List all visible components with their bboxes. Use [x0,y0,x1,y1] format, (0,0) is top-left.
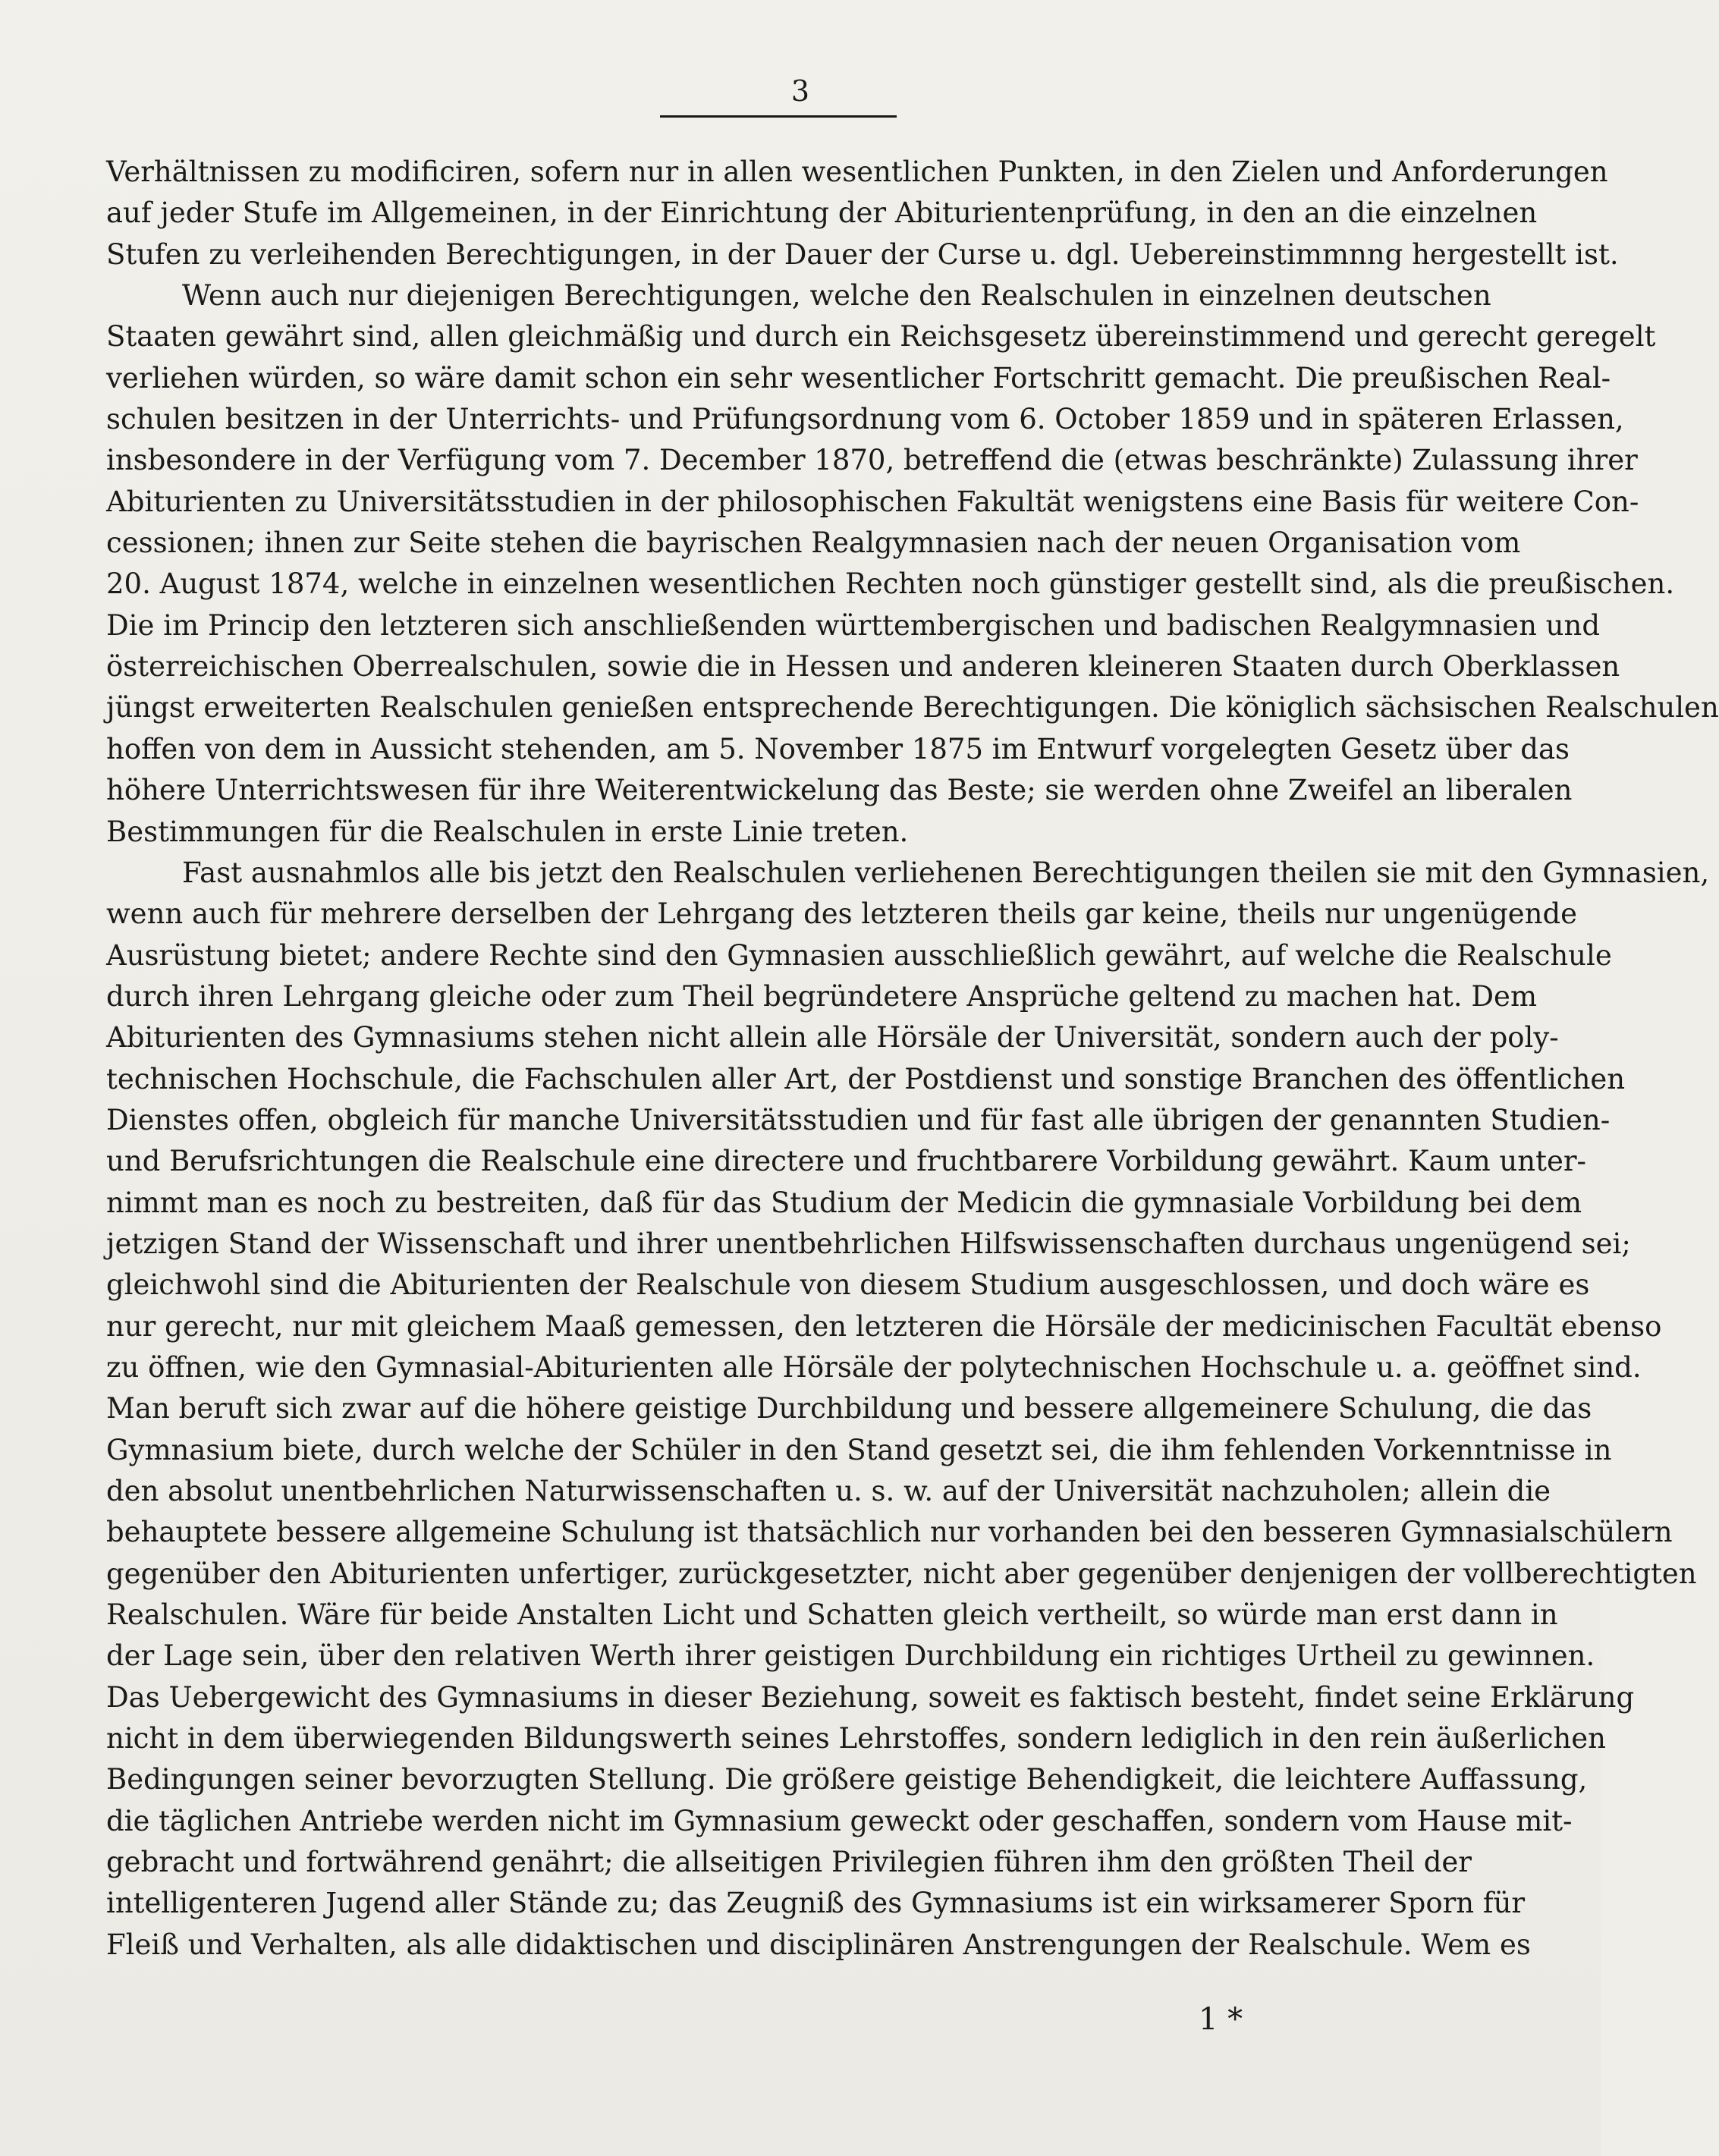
text-line: durch ihren Lehrgang gleiche oder zum Theil begründetere Ansprüche geltend zu machen hat. Dem [106,979,1538,1013]
text-line: nimmt man es noch zu bestreiten, daß für das Studium der Medicin die gymnasiale Vorbildung bei dem [106,1186,1582,1219]
text-line: insbesondere in der Verfügung vom 7. December 1870, betreffend die (etwas beschränkte) Zulassung ihrer [106,444,1638,477]
text-line: nicht in dem überwiegenden Bildungswerth seines Lehrstoffes, sondern lediglich in den rein äußerlichen [106,1722,1606,1755]
text-line: Das Uebergewicht des Gymnasiums in dieser Beziehung, soweit es faktisch besteht, findet seine Erklärung [106,1680,1635,1714]
text-line: Staaten gewährt sind, allen gleichmäßig und durch ein Reichsgesetz übereinstimmend und gerecht geregelt [106,320,1656,354]
text-line: und Berufsrichtungen die Realschule eine directere und fruchtbarere Vorbildung gewährt. Kaum unter- [106,1145,1587,1178]
text-line: Ausrüstung bietet; andere Rechte sind den Gymnasien ausschließlich gewährt, auf welche die Realschule [106,938,1612,972]
text-line: Bedingungen seiner bevorzugten Stellung. Die größere geistige Behendigkeit, die leichtere Auffassung, [106,1763,1588,1796]
text-line: österreichischen Oberrealschulen, sowie die in Hessen und anderen kleineren Staaten durch Oberklassen [106,650,1620,684]
text-line: Fleiß und Verhalten, als alle didaktischen und disciplinären Anstrengungen der Realschule. Wem es [106,1928,1531,1961]
text-line: Gymnasium biete, durch welche der Schüler in den Stand gesetzt sei, die ihm fehlenden Vorkenntnisse in [106,1433,1612,1466]
text-line: technischen Hochschule, die Fachschulen aller Art, der Postdienst und sonstige Branchen des öffentlichen [106,1062,1626,1095]
page-number: 3 [790,74,810,108]
text-line: behauptete bessere allgemeine Schulung ist thatsächlich nur vorhanden bei den besseren Gymnasialschülern [106,1516,1673,1549]
text-line: cessionen; ihnen zur Seite stehen die bayrischen Realgymnasien nach der neuen Organisation vom [106,526,1521,560]
text-line: den absolut unentbehrlichen Naturwissenschaften u. s. w. auf der Universität nachzuholen; allein die [106,1475,1551,1507]
text-line: Man beruft sich zwar auf die höhere geistige Durchbildung und bessere allgemeinere Schulung, die das [106,1392,1592,1425]
body-text [106,152,1719,1966]
text-line: Abiturienten des Gymnasiums stehen nicht allein alle Hörsäle der Universität, sondern auch der poly- [106,1021,1559,1054]
text-line: Verhältnissen zu modificiren, sofern nur in allen wesentlichen Punkten, in den Zielen und Anforderungen [106,156,1608,188]
text-line: 20. August 1874, welche in einzelnen wesentlichen Rechten noch günstiger gestellt sind, als die preußischen. [106,567,1675,601]
text-line: gleichwohl sind die Abiturienten der Realschule von diesem Studium ausgeschlossen, und doch wäre es [106,1268,1590,1302]
paragraph-start-line: Fast ausnahmlos alle bis jetzt den Realschulen verliehenen Berechtigungen theilen sie mit den Gymnasien, [182,856,1710,889]
text-line: hoffen von dem in Aussicht stehenden, am 5. November 1875 im Entwurf vorgelegten Gesetz über das [106,732,1570,765]
text-line: Stufen zu verleihenden Berechtigungen, in der Dauer der Curse u. dgl. Uebereinstimmnng hergestellt ist. [106,237,1619,271]
text-line: zu öffnen, wie den Gymnasial-Abiturienten alle Hörsäle der polytechnischen Hochschule u. a. geöffnet sind. [106,1350,1642,1384]
text-line: Abiturienten zu Universitätsstudien in der philosophischen Fakultät wenigstens eine Basis für weitere Con- [106,485,1639,518]
header-rule [660,115,897,118]
text-line: nur gerecht, nur mit gleichem Maaß gemessen, den letzteren die Hörsäle der medicinischen Facultät ebenso [106,1309,1662,1343]
signature-mark: 1 * [1199,2002,1243,2037]
text-line: Bestimmungen für die Realschulen in erste Linie treten. [106,815,909,848]
text-line: Dienstes offen, obgleich für manche Universitätsstudien und für fast alle übrigen der genannten Studien- [106,1103,1611,1136]
text-line: Die im Princip den letzteren sich anschließenden württembergischen und badischen Realgymnasien und [106,608,1601,642]
text-line: Realschulen. Wäre für beide Anstalten Licht und Schatten gleich vertheilt, so würde man erst dann in [106,1598,1558,1632]
text-line: gegenüber den Abiturienten unfertiger, zurückgesetzter, nicht aber gegenüber denjenigen der vollberechtigten [106,1557,1697,1590]
text-line: auf jeder Stufe im Allgemeinen, in der Einrichtung der Abiturientenprüfung, in den an die einzelnen [106,196,1538,230]
text-line: jetzigen Stand der Wissenschaft und ihrer unentbehrlichen Hilfswissenschaften durchaus ungenügend sei; [106,1227,1631,1260]
text-line: höhere Unterrichtswesen für ihre Weiterentwickelung das Beste; sie werden ohne Zweifel an liberalen [106,774,1573,807]
paragraph-start-line: Wenn auch nur diejenigen Berechtigungen, welche den Realschulen in einzelnen deutschen [182,279,1491,313]
text-line: gebracht und fortwährend genährt; die allseitigen Privilegien führen ihm den größten Theil der [106,1846,1472,1879]
text-line: wenn auch für mehrere derselben der Lehrgang des letzteren theils gar keine, theils nur ungenügende [106,897,1578,931]
text-line: die täglichen Antriebe werden nicht im Gymnasium geweckt oder geschaffen, sondern vom Hause mit- [106,1804,1573,1837]
text-line: verliehen würden, so wäre damit schon ein sehr wesentlicher Fortschritt gemacht. Die preußischen Real- [106,361,1611,394]
text-line: jüngst erweiterten Realschulen genießen entsprechende Berechtigungen. Die königlich sächsischen Realschulen [106,691,1719,724]
text-line: schulen besitzen in der Unterrichts- und Prüfungsordnung vom 6. October 1859 und in späteren Erlassen, [106,403,1624,436]
text-line: intelligenteren Jugend aller Stände zu; das Zeugniß des Gymnasiums ist ein wirksamerer Sporn für [106,1887,1526,1920]
text-line: der Lage sein, über den relativen Werth ihrer geistigen Durchbildung ein richtiges Urtheil zu gewinnen. [106,1639,1595,1673]
